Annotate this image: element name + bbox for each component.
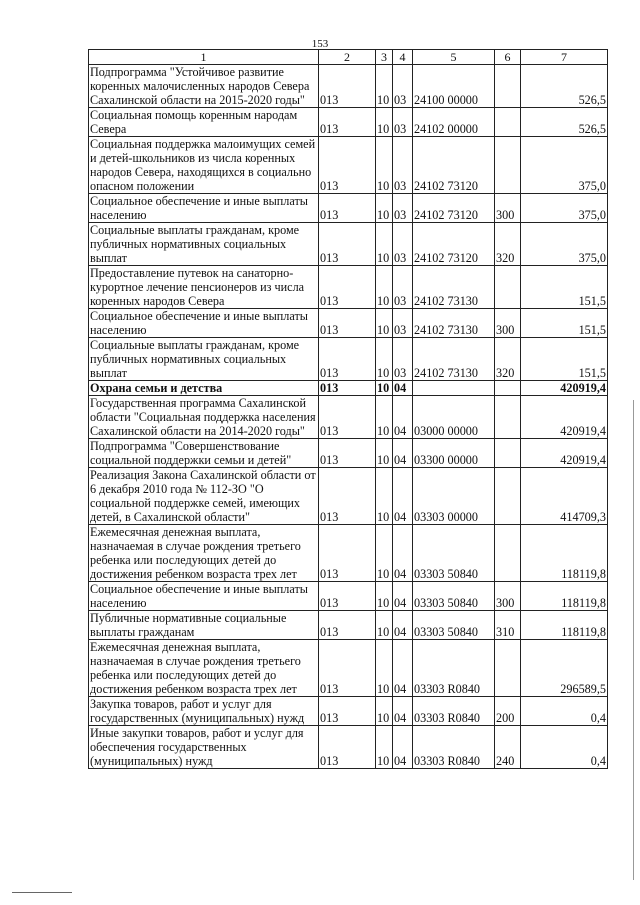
row-section-cell: 10: [376, 439, 393, 468]
header-cell: 3: [376, 50, 393, 65]
row-subsection-cell: 03: [393, 309, 413, 338]
table-row: [89, 381, 608, 396]
table-row: [89, 611, 608, 640]
row-target-cell: 03303 R0840: [413, 640, 495, 697]
row-subsection-cell: 03: [393, 223, 413, 266]
row-expense-type-cell: [495, 396, 521, 439]
row-code-cell: 013: [319, 309, 376, 338]
row-expense-type-cell: 300: [495, 309, 521, 338]
table-row: [89, 108, 608, 137]
row-subsection-cell: 04: [393, 611, 413, 640]
row-amount-cell: 0,4: [521, 697, 608, 726]
row-subsection-cell: 03: [393, 194, 413, 223]
row-section-cell: 10: [376, 309, 393, 338]
row-name-cell: Социальное обеспечение и иные выплаты населению: [89, 309, 319, 338]
row-expense-type-cell: [495, 381, 521, 396]
row-code-cell: 013: [319, 223, 376, 266]
row-amount-cell: 526,5: [521, 65, 608, 108]
row-amount-cell: 296589,5: [521, 640, 608, 697]
row-name-cell: Предоставление путевок на санаторно-курортное лечение пенсионеров из числа коренных народов Севера: [89, 266, 319, 309]
table-row: [89, 726, 608, 769]
row-amount-cell: 375,0: [521, 194, 608, 223]
row-expense-type-cell: 300: [495, 194, 521, 223]
row-expense-type-cell: [495, 266, 521, 309]
row-target-cell: 24102 73120: [413, 137, 495, 194]
row-expense-type-cell: 300: [495, 582, 521, 611]
row-code-cell: 013: [319, 582, 376, 611]
row-code-cell: 013: [319, 108, 376, 137]
row-target-cell: 24100 00000: [413, 65, 495, 108]
row-section-cell: 10: [376, 726, 393, 769]
row-section-cell: 10: [376, 525, 393, 582]
row-target-cell: 24102 73120: [413, 223, 495, 266]
row-code-cell: 013: [319, 266, 376, 309]
row-name-cell: Социальное обеспечение и иные выплаты населению: [89, 194, 319, 223]
budget-table: [88, 49, 608, 769]
row-target-cell: 03000 00000: [413, 396, 495, 439]
row-expense-type-cell: 200: [495, 697, 521, 726]
row-code-cell: 013: [319, 640, 376, 697]
row-subsection-cell: 04: [393, 468, 413, 525]
row-section-cell: 10: [376, 194, 393, 223]
row-target-cell: 03303 50840: [413, 525, 495, 582]
row-code-cell: 013: [319, 194, 376, 223]
table-row: [89, 194, 608, 223]
row-amount-cell: 118119,8: [521, 525, 608, 582]
row-target-cell: 24102 73120: [413, 194, 495, 223]
row-target-cell: 03303 R0840: [413, 726, 495, 769]
table-row: [89, 396, 608, 439]
table-row: [89, 266, 608, 309]
row-name-cell: Государственная программа Сахалинской области "Социальная поддержка населения Сахалинской области на 2014-2020 годы": [89, 396, 319, 439]
row-name-cell: Подпрограмма "Совершенствование социальной поддержки семьи и детей": [89, 439, 319, 468]
row-section-cell: 10: [376, 137, 393, 194]
row-name-cell: Ежемесячная денежная выплата, назначаемая в случае рождения третьего ребенка или последующих детей до достижения ребенком возраста трех лет: [89, 640, 319, 697]
row-expense-type-cell: [495, 439, 521, 468]
row-amount-cell: 151,5: [521, 338, 608, 381]
row-subsection-cell: 04: [393, 697, 413, 726]
table-row: [89, 640, 608, 697]
header-cell: 2: [319, 50, 376, 65]
header-cell: 7: [521, 50, 608, 65]
table-row: [89, 525, 608, 582]
row-section-cell: 10: [376, 697, 393, 726]
page-edge-shadow: [633, 400, 634, 880]
table-row: [89, 223, 608, 266]
row-subsection-cell: 03: [393, 266, 413, 309]
row-amount-cell: 420919,4: [521, 381, 608, 396]
row-name-cell: Социальное обеспечение и иные выплаты населению: [89, 582, 319, 611]
row-subsection-cell: 04: [393, 381, 413, 396]
row-target-cell: 03300 00000: [413, 439, 495, 468]
row-section-cell: 10: [376, 381, 393, 396]
table-row: [89, 697, 608, 726]
row-target-cell: 24102 73130: [413, 338, 495, 381]
row-expense-type-cell: [495, 525, 521, 582]
row-section-cell: 10: [376, 582, 393, 611]
header-cell: 4: [393, 50, 413, 65]
row-expense-type-cell: [495, 65, 521, 108]
table-row: [89, 582, 608, 611]
row-section-cell: 10: [376, 266, 393, 309]
row-expense-type-cell: [495, 137, 521, 194]
row-amount-cell: 151,5: [521, 266, 608, 309]
row-code-cell: 013: [319, 338, 376, 381]
row-target-cell: [413, 381, 495, 396]
header-cell: 1: [89, 50, 319, 65]
row-name-cell: Подпрограмма "Устойчивое развитие коренных малочисленных народов Севера Сахалинской области на 2015-2020 годы": [89, 65, 319, 108]
row-subsection-cell: 04: [393, 525, 413, 582]
row-target-cell: 03303 50840: [413, 582, 495, 611]
row-code-cell: 013: [319, 65, 376, 108]
row-target-cell: 03303 00000: [413, 468, 495, 525]
row-section-cell: 10: [376, 223, 393, 266]
row-expense-type-cell: [495, 468, 521, 525]
row-target-cell: 24102 00000: [413, 108, 495, 137]
row-name-cell: Социальные выплаты гражданам, кроме публичных нормативных социальных выплат: [89, 223, 319, 266]
row-target-cell: 03303 R0840: [413, 697, 495, 726]
header-cell: 6: [495, 50, 521, 65]
row-section-cell: 10: [376, 65, 393, 108]
row-target-cell: 24102 73130: [413, 309, 495, 338]
row-code-cell: 013: [319, 611, 376, 640]
header-cell: 5: [413, 50, 495, 65]
row-section-cell: 10: [376, 611, 393, 640]
row-section-cell: 10: [376, 338, 393, 381]
row-expense-type-cell: 320: [495, 223, 521, 266]
table-header-row: [89, 50, 608, 65]
row-amount-cell: 118119,8: [521, 611, 608, 640]
row-section-cell: 10: [376, 468, 393, 525]
row-amount-cell: 375,0: [521, 223, 608, 266]
table-row: [89, 468, 608, 525]
row-name-cell: Закупка товаров, работ и услуг для государственных (муниципальных) нужд: [89, 697, 319, 726]
row-code-cell: 013: [319, 439, 376, 468]
row-subsection-cell: 04: [393, 439, 413, 468]
row-expense-type-cell: 310: [495, 611, 521, 640]
row-section-cell: 10: [376, 640, 393, 697]
row-subsection-cell: 04: [393, 726, 413, 769]
row-expense-type-cell: 320: [495, 338, 521, 381]
row-name-cell: Реализация Закона Сахалинской области от 6 декабря 2010 года № 112-ЗО "О социальной поддержке семей, имеющих детей, в Сахалинской области": [89, 468, 319, 525]
table-row: [89, 137, 608, 194]
row-name-cell: Иные закупки товаров, работ и услуг для обеспечения государственных (муниципальных) нужд: [89, 726, 319, 769]
row-subsection-cell: 04: [393, 582, 413, 611]
row-name-cell: Социальные выплаты гражданам, кроме публичных нормативных социальных выплат: [89, 338, 319, 381]
footer-divider: [12, 892, 72, 893]
row-subsection-cell: 03: [393, 338, 413, 381]
row-code-cell: 013: [319, 468, 376, 525]
row-name-cell: Охрана семьи и детства: [89, 381, 319, 396]
row-name-cell: Ежемесячная денежная выплата, назначаемая в случае рождения третьего ребенка или последующих детей до достижения ребенком возраста трех лет: [89, 525, 319, 582]
row-amount-cell: 420919,4: [521, 439, 608, 468]
row-amount-cell: 118119,8: [521, 582, 608, 611]
row-amount-cell: 151,5: [521, 309, 608, 338]
row-subsection-cell: 03: [393, 108, 413, 137]
row-code-cell: 013: [319, 697, 376, 726]
row-section-cell: 10: [376, 396, 393, 439]
row-code-cell: 013: [319, 137, 376, 194]
row-amount-cell: 420919,4: [521, 396, 608, 439]
row-code-cell: 013: [319, 381, 376, 396]
row-amount-cell: 526,5: [521, 108, 608, 137]
row-name-cell: Социальная поддержка малоимущих семей и детей-школьников из числа коренных народов Севера, находящихся в социально опасном положении: [89, 137, 319, 194]
row-name-cell: Социальная помощь коренным народам Севера: [89, 108, 319, 137]
row-code-cell: 013: [319, 726, 376, 769]
row-expense-type-cell: [495, 108, 521, 137]
table-row: [89, 65, 608, 108]
row-name-cell: Публичные нормативные социальные выплаты гражданам: [89, 611, 319, 640]
table-row: [89, 338, 608, 381]
row-subsection-cell: 03: [393, 65, 413, 108]
row-target-cell: 24102 73130: [413, 266, 495, 309]
table-row: [89, 439, 608, 468]
row-subsection-cell: 04: [393, 396, 413, 439]
row-expense-type-cell: 240: [495, 726, 521, 769]
row-section-cell: 10: [376, 108, 393, 137]
row-target-cell: 03303 50840: [413, 611, 495, 640]
page-number: 153: [311, 38, 329, 50]
row-code-cell: 013: [319, 396, 376, 439]
row-subsection-cell: 04: [393, 640, 413, 697]
row-amount-cell: 414709,3: [521, 468, 608, 525]
row-amount-cell: 375,0: [521, 137, 608, 194]
table-row: [89, 309, 608, 338]
row-subsection-cell: 03: [393, 137, 413, 194]
row-amount-cell: 0,4: [521, 726, 608, 769]
row-expense-type-cell: [495, 640, 521, 697]
row-code-cell: 013: [319, 525, 376, 582]
